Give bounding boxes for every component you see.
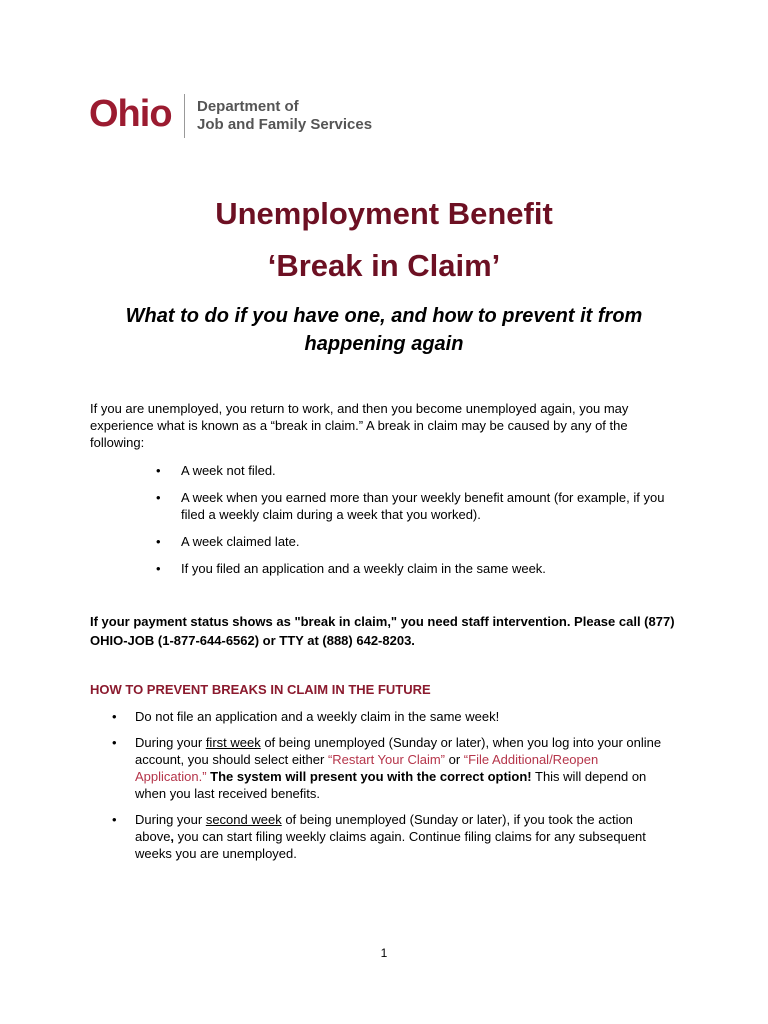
list-item-text: Do not file an application and a weekly claim in the same week! <box>135 709 500 724</box>
text-run: of being unemployed (Sunday or later), when you log into your online account, you should select either <box>135 735 662 767</box>
logo-divider <box>184 94 185 138</box>
list-item <box>156 560 676 577</box>
list-item-text: If you filed an application and a weekly claim in the same week. <box>181 561 546 576</box>
list-item <box>156 533 676 550</box>
page-number: 1 <box>380 946 388 960</box>
prevent-section-heading: HOW TO PREVENT BREAKS IN CLAIM IN THE FUTURE <box>90 682 431 697</box>
staff-intervention-notice: If your payment status shows as "break in claim," you need staff intervention. Please call (877) OHIO-JOB (1-877-644-6562) or TTY at (888) 642-8203. <box>90 614 675 648</box>
list-item <box>112 811 672 862</box>
list-item <box>156 462 676 479</box>
list-item-text <box>135 812 646 861</box>
restart-claim-option: “Restart Your Claim” <box>327 752 445 767</box>
list-item-text <box>135 735 661 801</box>
list-item <box>112 708 672 725</box>
bullet-icon: • <box>156 561 161 576</box>
text-run: During your <box>135 812 206 827</box>
second-week-emphasis: second week <box>205 812 282 827</box>
text-run: of being unemployed (Sunday or later), if you took the action above <box>135 812 633 844</box>
bullet-icon: • <box>112 709 117 724</box>
logo-dept-line2: Job and Family Services <box>197 116 373 133</box>
logo-department-name <box>197 98 372 134</box>
list-item <box>112 734 672 802</box>
bullet-icon: • <box>156 534 161 549</box>
bullet-icon: • <box>156 490 161 505</box>
system-option-emphasis: The system will present you with the correct option! <box>210 769 532 784</box>
reopen-application-option: “File Additional/Reopen Application.” <box>135 752 599 784</box>
bullet-icon: • <box>112 812 117 827</box>
page-subtitle: What to do if you have one, and how to prevent it from happening again <box>125 305 643 355</box>
text-run: or <box>445 752 464 767</box>
text-run: you can start filing weekly claims again. Continue filing claims for any subsequent weeks you are unemployed. <box>135 829 646 861</box>
list-item-text: A week not filed. <box>181 463 276 478</box>
text-run-bold: , <box>170 829 175 844</box>
page-title-line2: ‘Break in Claim’ <box>267 248 501 283</box>
bullet-icon: • <box>112 735 117 750</box>
logo-dept-line1: Department of <box>197 98 299 115</box>
list-item <box>156 489 676 523</box>
list-item-text: A week claimed late. <box>181 534 300 549</box>
logo-ohio-wordmark: Ohio <box>89 93 172 135</box>
text-run: This will depend on when you last received benefits. <box>135 769 647 801</box>
first-week-emphasis: first week <box>205 735 261 750</box>
intro-paragraph: If you are unemployed, you return to work, and then you become unemployed again, you may experience what is known as a “break in claim.” A break in claim may be caused by any of the following: <box>90 401 629 450</box>
list-item-text: A week when you earned more than your weekly benefit amount (for example, if you filed a weekly claim during a week that you worked). <box>181 490 665 522</box>
bullet-icon: • <box>156 463 161 478</box>
page-title-line1: Unemployment Benefit <box>215 196 553 231</box>
break-causes-list <box>156 462 676 587</box>
text-run: During your <box>135 735 206 750</box>
prevent-list <box>112 708 672 871</box>
